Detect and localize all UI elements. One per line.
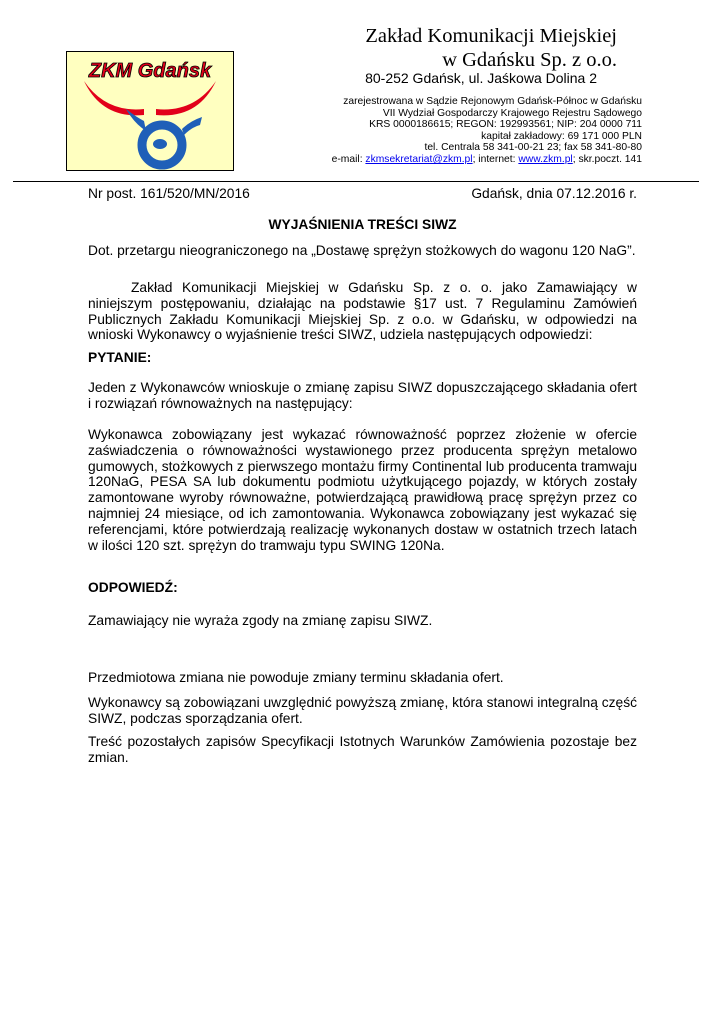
zkm-logo-emblem	[66, 51, 234, 171]
question-heading: PYTANIE:	[88, 350, 152, 365]
email-label: e-mail:	[331, 153, 366, 165]
registry-line: VII Wydział Gospodarczy Krajowego Rejestru Sądowego	[382, 107, 642, 119]
closing-paragraph-1: Przedmiotowa zmiana nie powoduje zmiany terminu składania ofert.	[88, 670, 504, 685]
document-date: Gdańsk, dnia 07.12.2016 r.	[471, 186, 637, 201]
intro-paragraph: Zakład Komunikacji Miejskiej w Gdańsku Sp. z o. o. jako Zamawiający w niniejszym postępowaniu, działając na podstawie §17 ust. 7 Regulaminu Zamówień Publicznych Zakładu Komunikacji Miejskiej Sp. z o.o. w Gdańsku, w odpowiedzi na wnioski Wykonawcy o wyjaśnienie treści SIWZ, udziela następujących odpowiedzi:	[88, 280, 637, 343]
answer-text: Zamawiający nie wyraża zgody na zmianę zapisu SIWZ.	[88, 613, 433, 628]
internet-label: ; internet:	[472, 153, 519, 165]
registry-line: zarejestrowana w Sądzie Rejonowym Gdańsk-Północ w Gdańsku	[343, 96, 642, 107]
question-paragraph-1: Jeden z Wykonawców wnioskuje o zmianę zapisu SIWZ dopuszczającego składania ofert i rozwiązań równoważnych na następujący:	[88, 380, 637, 411]
contact-line	[332, 154, 642, 166]
registry-line: kapitał zakładowy: 69 171 000 PLN	[481, 130, 642, 142]
company-logo	[66, 51, 234, 171]
company-address: 80-252 Gdańsk, ul. Jaśkowa Dolina 2	[365, 70, 597, 86]
company-name	[365, 24, 617, 72]
ref-number: Nr post. 161/520/MN/2016	[88, 186, 250, 201]
registry-info	[332, 96, 642, 166]
answer-heading: ODPOWIEDŹ:	[88, 580, 178, 595]
company-name-line2: w Gdańsku Sp. z o.o.	[442, 49, 617, 71]
logo-text: ZKM Gdańsk	[88, 60, 212, 82]
closing-paragraph-2: Wykonawcy są zobowiązani uwzględnić powyższą zmianę, która stanowi integralną część SIWZ, podczas sporządzania ofert.	[88, 695, 637, 726]
closing-paragraph-3: Treść pozostałych zapisów Specyfikacji Istotnych Warunków Zamówienia pozostaje bez zmian.	[88, 734, 637, 765]
registry-line: tel. Centrala 58 341-00-21 23; fax 58 341-80-80	[424, 142, 642, 154]
registry-line: KRS 0000186615; REGON: 192993561; NIP: 204 0000 711	[369, 119, 642, 131]
email-link[interactable]: zkmsekretariat@zkm.pl	[365, 153, 473, 165]
document-title: WYJAŚNIENIA TREŚCI SIWZ	[268, 217, 457, 232]
website-link[interactable]: www.zkm.pl	[518, 153, 573, 165]
post-box: ; skr.poczt. 141	[572, 153, 642, 165]
header-divider	[13, 181, 699, 182]
ref-date-row	[88, 186, 637, 202]
document-subject: Dot. przetargu nieograniczonego na „Dostawę sprężyn stożkowych do wagonu 120 NaG”.	[88, 243, 636, 258]
question-paragraph-2: Wykonawca zobowiązany jest wykazać równoważność poprzez złożenie w ofercie zaświadczenia o równoważności wystawionego przez producenta sprężyn metalowo gumowych, stożkowych z pierwszego montażu firmy Continental lub producenta tramwaju 120NaG, PESA SA lub dokumentu podmiotu użytkującego pojazdy, w których zostały zamontowane wyroby równoważne, potwierdzającą prawidłową pracę sprężyn przez co najmniej 24 miesiące, od ich zamontowania. Wykonawca zobowiązany jest wykazać się referencjami, które potwierdzają realizację wykonanych dostaw w ostatnich trzech latach w ilości 120 szt. sprężyn do tramwaju typu SWING 120Na.	[88, 427, 637, 553]
company-name-line1: Zakład Komunikacji Miejskiej	[365, 25, 617, 47]
